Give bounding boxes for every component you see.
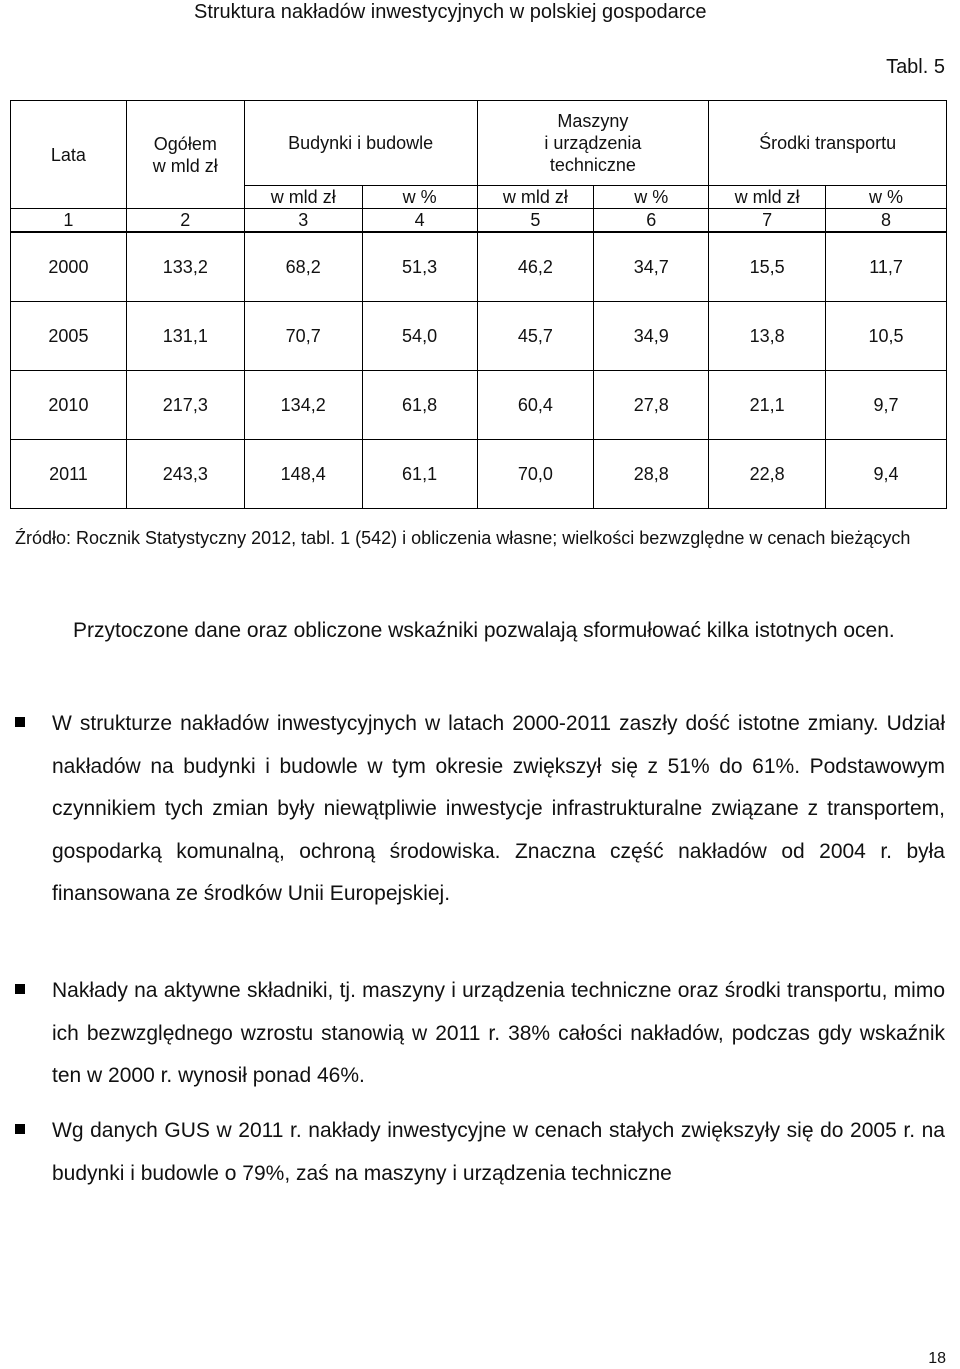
bullet-item — [15, 970, 945, 1098]
column-number: 4 — [362, 209, 477, 233]
column-number: 7 — [709, 209, 826, 233]
table-cell: 46,2 — [477, 232, 594, 302]
subheader-cell: w % — [362, 186, 477, 209]
table-cell: 61,8 — [362, 371, 477, 440]
table-row — [11, 302, 947, 371]
subheader-cell: w % — [826, 186, 947, 209]
bullet-item — [15, 703, 945, 916]
header-srodki-transportu: Środki transportu — [709, 101, 947, 186]
column-number: 6 — [594, 209, 709, 233]
table-cell: 2005 — [11, 302, 127, 371]
column-number: 3 — [244, 209, 362, 233]
header-lata: Lata — [11, 101, 127, 209]
column-number: 1 — [11, 209, 127, 233]
table-cell: 13,8 — [709, 302, 826, 371]
bullet-item — [15, 1110, 945, 1195]
table-cell: 217,3 — [126, 371, 244, 440]
table-cell: 28,8 — [594, 440, 709, 509]
bullet-text: W strukturze nakładów inwestycyjnych w latach 2000-2011 zaszły dość istotne zmiany. Udział nakładów na budynki i budowle w tym okresie zwiększył się z 51% do 61%. Podstawowym czynnikiem tych zmian były niewątpliwie inwestycje infrastrukturalne związane z transportem, gospodarką komunalną, ochroną środowiska. Znaczna część nakładów od 2004 r. była finansowana ze środków Unii Europejskiej. — [52, 712, 945, 905]
table-row — [11, 371, 947, 440]
table-row — [11, 440, 947, 509]
table-cell: 27,8 — [594, 371, 709, 440]
table-cell: 9,7 — [826, 371, 947, 440]
table-cell: 34,9 — [594, 302, 709, 371]
subheader-cell: w mld zł — [477, 186, 594, 209]
table-cell: 51,3 — [362, 232, 477, 302]
table-cell: 22,8 — [709, 440, 826, 509]
subheader-cell: w mld zł — [709, 186, 826, 209]
table-row — [11, 232, 947, 302]
table-cell: 2011 — [11, 440, 127, 509]
document-title: Struktura nakładów inwestycyjnych w polskiej gospodarce — [194, 1, 707, 23]
table-cell: 45,7 — [477, 302, 594, 371]
table-cell: 68,2 — [244, 232, 362, 302]
bullet-square-icon — [15, 1124, 25, 1134]
table-cell: 131,1 — [126, 302, 244, 371]
table-cell: 34,7 — [594, 232, 709, 302]
table-cell: 134,2 — [244, 371, 362, 440]
subheader-cell: w mld zł — [244, 186, 362, 209]
header-ogolem: Ogółem w mld zł — [126, 101, 244, 209]
table-cell: 133,2 — [126, 232, 244, 302]
bullet-square-icon — [15, 984, 25, 994]
table-cell: 61,1 — [362, 440, 477, 509]
bullet-text: Nakłady na aktywne składniki, tj. maszyny i urządzenia techniczne oraz środki transportu, mimo ich bezwzględnego wzrostu stanowią w 2011 r. 38% całości nakładów, podczas gdy wskaźnik ten w 2000 r. wynosił ponad 46%. — [52, 979, 945, 1087]
table-cell: 10,5 — [826, 302, 947, 371]
table-number-label: Tabl. 5 — [886, 56, 945, 78]
table-cell: 148,4 — [244, 440, 362, 509]
table-cell: 21,1 — [709, 371, 826, 440]
source-note: Źródło: Rocznik Statystyczny 2012, tabl. 1 (542) i obliczenia własne; wielkości bezwzględne w cenach bieżących — [15, 528, 911, 548]
table-cell: 15,5 — [709, 232, 826, 302]
subheader-cell: w % — [594, 186, 709, 209]
header-budynki: Budynki i budowle — [244, 101, 477, 186]
header-maszyny: Maszyny i urządzenia techniczne — [477, 101, 709, 186]
column-number: 5 — [477, 209, 594, 233]
bullet-text: Wg danych GUS w 2011 r. nakłady inwestycyjne w cenach stałych zwiększyły się do 2005 r. na budynki i budowle o 79%, zaś na maszyny i urządzenia techniczne — [52, 1119, 945, 1185]
table-cell: 2010 — [11, 371, 127, 440]
table-cell: 60,4 — [477, 371, 594, 440]
table-cell: 70,7 — [244, 302, 362, 371]
column-number: 8 — [826, 209, 947, 233]
column-number: 2 — [126, 209, 244, 233]
bullet-square-icon — [15, 717, 25, 727]
table-cell: 70,0 — [477, 440, 594, 509]
investment-structure-table — [10, 100, 947, 509]
table-cell: 11,7 — [826, 232, 947, 302]
intro-paragraph: Przytoczone dane oraz obliczone wskaźniki pozwalają sformułować kilka istotnych ocen. — [73, 619, 895, 642]
page-number: 18 — [928, 1350, 946, 1367]
table-cell: 9,4 — [826, 440, 947, 509]
table-cell: 243,3 — [126, 440, 244, 509]
table-cell: 54,0 — [362, 302, 477, 371]
table-cell: 2000 — [11, 232, 127, 302]
